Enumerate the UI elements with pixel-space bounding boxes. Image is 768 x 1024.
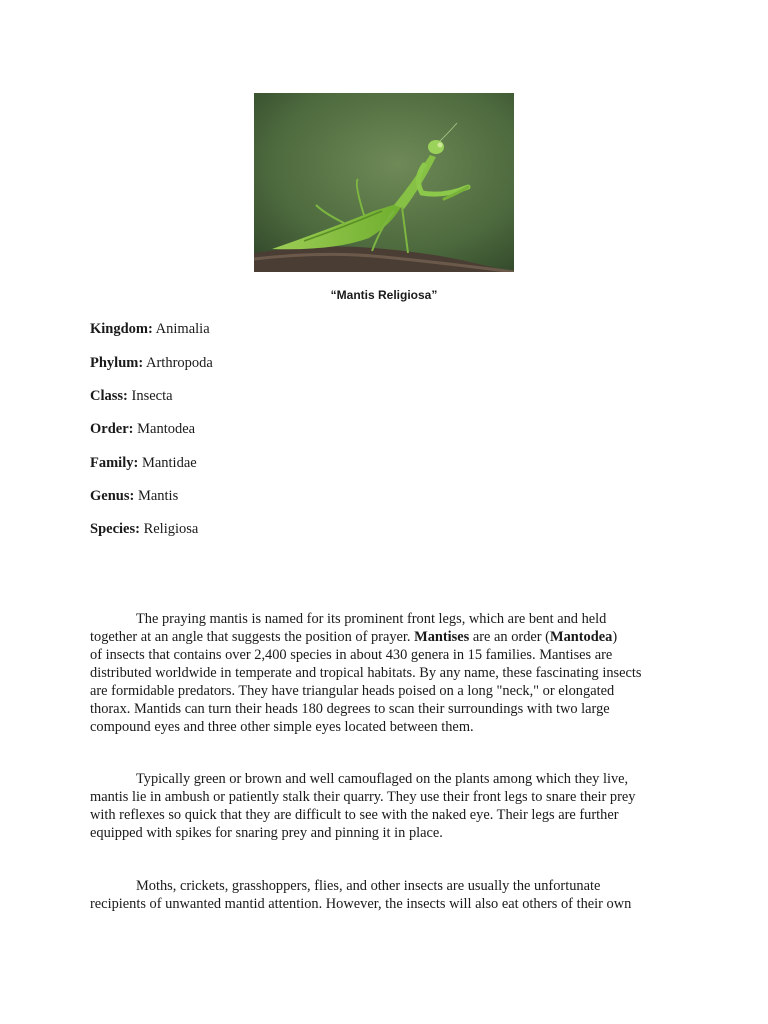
taxonomy-value: Mantidae: [138, 455, 197, 471]
paragraph-line: [90, 628, 690, 646]
paragraph-line: The praying mantis is named for its prominent front legs, which are bent and held: [136, 611, 607, 627]
paragraph-line: equipped with spikes for snaring prey and pinning it in place.: [90, 825, 443, 841]
taxonomy-label: Phylum:: [90, 355, 144, 371]
praying-mantis-photo: [254, 93, 514, 272]
taxonomy-species: [90, 520, 198, 538]
taxonomy-family: [90, 454, 197, 472]
paragraph-line: Moths, crickets, grasshoppers, flies, and other insects are usually the unfortunate: [136, 878, 601, 894]
taxonomy-genus: [90, 487, 178, 505]
paragraph-line: of insects that contains over 2,400 species in about 430 genera in 15 families. Mantises are: [90, 647, 613, 663]
taxonomy-label: Family:: [90, 455, 139, 471]
taxonomy-label: Order:: [90, 421, 134, 437]
bold-term: Mantodea: [549, 629, 613, 645]
taxonomy-class: [90, 387, 173, 405]
taxonomy-value: Arthropoda: [143, 355, 213, 371]
taxonomy-label: Genus:: [90, 488, 135, 504]
text-run: together at an angle that suggests the position of prayer.: [90, 629, 415, 645]
taxonomy-value: Mantis: [134, 488, 179, 504]
taxonomy-label: Class:: [90, 388, 128, 404]
taxonomy-label: Kingdom:: [90, 321, 153, 337]
taxonomy-phylum: [90, 354, 213, 372]
taxonomy-value: Mantodea: [133, 421, 196, 437]
paragraph-line: mantis lie in ambush or patiently stalk their quarry. They use their front legs to snare their prey: [90, 789, 636, 805]
bold-term: Mantises: [414, 629, 470, 645]
taxonomy-label: Species:: [90, 521, 140, 537]
taxonomy-value: Religiosa: [139, 521, 199, 537]
paragraph-line: are formidable predators. They have triangular heads poised on a long "neck," or elongated: [90, 683, 615, 699]
paragraph-line: thorax. Mantids can turn their heads 180 degrees to scan their surroundings with two large: [90, 701, 610, 717]
text-run: are an order (: [469, 629, 550, 645]
text-run: ): [612, 629, 618, 645]
paragraph-3: [90, 877, 690, 913]
taxonomy-kingdom: [90, 320, 210, 338]
mantis-illustration: [254, 93, 514, 272]
taxonomy-value: Insecta: [127, 388, 173, 404]
paragraph-1: [90, 610, 690, 736]
paragraph-line: Typically green or brown and well camouflaged on the plants among which they live,: [136, 771, 629, 787]
paragraph-line: with reflexes so quick that they are difficult to see with the naked eye. Their legs are further: [90, 807, 619, 823]
paragraph-line: distributed worldwide in temperate and tropical habitats. By any name, these fascinating insects: [90, 665, 642, 681]
paragraph-line: compound eyes and three other simple eyes located between them.: [90, 719, 474, 735]
image-caption: “Mantis Religiosa”: [330, 288, 438, 302]
paragraph-2: [90, 770, 690, 842]
taxonomy-order: [90, 420, 195, 438]
taxonomy-value: Animalia: [152, 321, 210, 337]
paragraph-line: recipients of unwanted mantid attention. However, the insects will also eat others of their own: [90, 896, 632, 912]
